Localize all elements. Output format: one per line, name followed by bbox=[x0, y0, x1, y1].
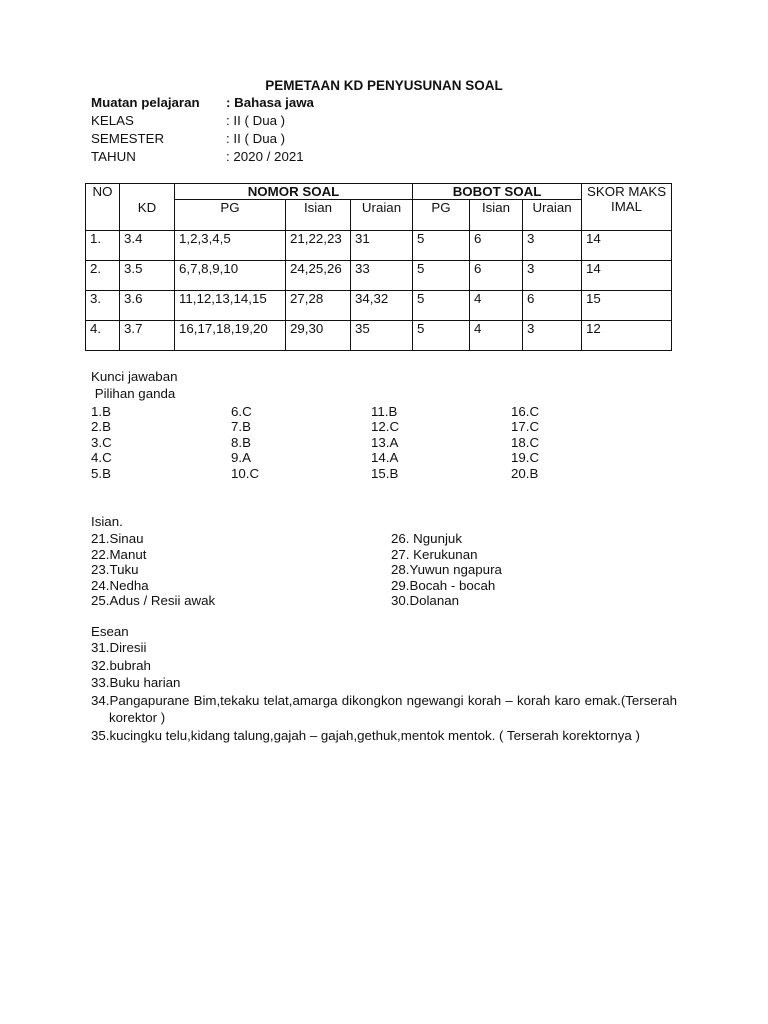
subheader-pg: PG bbox=[175, 200, 286, 231]
meta-label: SEMESTER bbox=[91, 131, 165, 146]
header-no: NO bbox=[86, 184, 120, 231]
meta-row-subject bbox=[91, 94, 314, 112]
cell-bobot-pg: 5 bbox=[413, 231, 470, 261]
meta-row-semester bbox=[91, 130, 314, 148]
cell-skor: 15 bbox=[582, 291, 672, 321]
cell-pg: 11,12,13,14,15 bbox=[175, 291, 286, 321]
cell-bobot-isian: 6 bbox=[470, 261, 523, 291]
list-item bbox=[91, 578, 651, 594]
essay-answers bbox=[91, 639, 677, 744]
answer: 24.Nedha bbox=[91, 577, 149, 593]
answer: 23.Tuku bbox=[91, 562, 139, 578]
answer: 15.B bbox=[371, 465, 399, 481]
cell-bobot-pg: 5 bbox=[413, 321, 470, 351]
cell-bobot-uraian: 3 bbox=[523, 321, 582, 351]
list-item: 31.Diresii bbox=[91, 640, 147, 655]
cell-bobot-isian: 6 bbox=[470, 231, 523, 261]
subheader-bobot-pg: PG bbox=[413, 200, 470, 231]
table-row bbox=[86, 231, 672, 261]
answer: 26. Ngunjuk bbox=[391, 531, 462, 546]
answer: 6.C bbox=[231, 404, 252, 419]
list-item: 34.Pangapurane Bim,tekaku telat,amarga dikongkon ngewangi korah – korah karo emak.(Terserah korektor ) bbox=[91, 692, 677, 725]
meta-row-year bbox=[91, 148, 314, 166]
cell-isian: 27,28 bbox=[286, 291, 351, 321]
meta-block bbox=[91, 94, 314, 166]
answer: 25.Adus / Resii awak bbox=[91, 593, 216, 609]
answer: 16.C bbox=[511, 404, 540, 419]
list-item bbox=[91, 435, 651, 450]
cell-no: 2. bbox=[86, 261, 120, 291]
meta-row-class bbox=[91, 112, 314, 130]
cell-pg: 16,17,18,19,20 bbox=[175, 321, 286, 351]
list-item bbox=[91, 466, 651, 481]
cell-uraian: 31 bbox=[351, 231, 413, 261]
header-bobot-soal: BOBOT SOAL bbox=[413, 184, 582, 200]
answer: 12.C bbox=[371, 419, 400, 435]
cell-bobot-uraian: 6 bbox=[523, 291, 582, 321]
list-item bbox=[91, 450, 651, 465]
answer: 30.Dolanan bbox=[391, 593, 460, 609]
cell-bobot-isian: 4 bbox=[470, 291, 523, 321]
page-title: PEMETAAN KD PENYUSUNAN SOAL bbox=[265, 78, 503, 93]
answer: 9.A bbox=[231, 450, 251, 466]
list-item bbox=[91, 404, 651, 419]
cell-skor: 12 bbox=[582, 321, 672, 351]
answer: 22.Manut bbox=[91, 546, 147, 562]
essay-heading: Esean bbox=[91, 624, 129, 639]
multiple-choice-answers bbox=[91, 404, 651, 481]
subheader-uraian: Uraian bbox=[351, 200, 413, 231]
answer: 3.C bbox=[91, 434, 112, 450]
answer: 5.B bbox=[91, 465, 111, 481]
list-item bbox=[91, 562, 651, 578]
answer: 17.C bbox=[511, 419, 540, 435]
answer: 10.C bbox=[231, 465, 260, 481]
answer-key-heading: Kunci jawaban bbox=[91, 369, 178, 384]
fill-in-heading: Isian. bbox=[91, 514, 123, 529]
cell-no: 3. bbox=[86, 291, 120, 321]
cell-pg: 1,2,3,4,5 bbox=[175, 231, 286, 261]
table-row bbox=[86, 261, 672, 291]
meta-value: : II ( Dua ) bbox=[226, 113, 286, 128]
cell-kd: 3.4 bbox=[120, 231, 175, 261]
header-skor: SKOR MAKSIMAL bbox=[582, 184, 672, 231]
subheader-bobot-isian: Isian bbox=[470, 200, 523, 231]
list-item bbox=[91, 547, 651, 563]
list-item bbox=[91, 419, 651, 434]
cell-kd: 3.6 bbox=[120, 291, 175, 321]
answer: 1.B bbox=[91, 404, 111, 419]
answer: 13.A bbox=[371, 434, 399, 450]
cell-bobot-uraian: 3 bbox=[523, 261, 582, 291]
meta-value: : 2020 / 2021 bbox=[226, 149, 304, 164]
answer: 20.B bbox=[511, 465, 539, 481]
multiple-choice-heading: Pilihan ganda bbox=[91, 386, 176, 401]
table-header-row bbox=[86, 184, 672, 200]
answer: 4.C bbox=[91, 450, 112, 466]
cell-isian: 24,25,26 bbox=[286, 261, 351, 291]
cell-bobot-pg: 5 bbox=[413, 291, 470, 321]
meta-label: Muatan pelajaran bbox=[91, 95, 200, 110]
cell-kd: 3.7 bbox=[120, 321, 175, 351]
cell-skor: 14 bbox=[582, 231, 672, 261]
cell-uraian: 34,32 bbox=[351, 291, 413, 321]
answer: 2.B bbox=[91, 419, 111, 435]
table-row bbox=[86, 291, 672, 321]
table-row bbox=[86, 321, 672, 351]
meta-value: : II ( Dua ) bbox=[226, 131, 286, 146]
answer: 18.C bbox=[511, 434, 540, 450]
cell-no: 4. bbox=[86, 321, 120, 351]
header-nomor-soal: NOMOR SOAL bbox=[175, 184, 413, 200]
header-kd: KD bbox=[120, 184, 175, 231]
cell-bobot-isian: 4 bbox=[470, 321, 523, 351]
answer: 29.Bocah - bocah bbox=[391, 577, 496, 593]
answer: 28.Yuwun ngapura bbox=[391, 562, 502, 578]
list-item: 35.kucingku telu,kidang talung,gajah – gajah,gethuk,mentok mentok. ( Terserah korektornya ) bbox=[91, 727, 640, 743]
answer: 14.A bbox=[371, 450, 399, 466]
answer: 11.B bbox=[371, 404, 398, 419]
meta-label: TAHUN bbox=[91, 149, 136, 164]
list-item bbox=[91, 531, 651, 547]
cell-isian: 29,30 bbox=[286, 321, 351, 351]
fill-in-answers bbox=[91, 531, 651, 609]
answer: 7.B bbox=[231, 419, 251, 435]
meta-value: : Bahasa jawa bbox=[226, 95, 314, 110]
cell-uraian: 35 bbox=[351, 321, 413, 351]
cell-kd: 3.5 bbox=[120, 261, 175, 291]
list-item: 32.bubrah bbox=[91, 657, 151, 673]
meta-label: KELAS bbox=[91, 113, 134, 128]
cell-bobot-pg: 5 bbox=[413, 261, 470, 291]
list-item: 33.Buku harian bbox=[91, 675, 181, 690]
answer: 19.C bbox=[511, 450, 540, 466]
kd-mapping-table bbox=[85, 183, 672, 351]
cell-isian: 21,22,23 bbox=[286, 231, 351, 261]
answer: 8.B bbox=[231, 434, 251, 450]
answer: 21.Sinau bbox=[91, 531, 144, 546]
subheader-bobot-uraian: Uraian bbox=[523, 200, 582, 231]
list-item bbox=[91, 593, 651, 609]
cell-no: 1. bbox=[86, 231, 120, 261]
cell-uraian: 33 bbox=[351, 261, 413, 291]
cell-skor: 14 bbox=[582, 261, 672, 291]
subheader-isian: Isian bbox=[286, 200, 351, 231]
cell-pg: 6,7,8,9,10 bbox=[175, 261, 286, 291]
cell-bobot-uraian: 3 bbox=[523, 231, 582, 261]
answer: 27. Kerukunan bbox=[391, 546, 478, 562]
